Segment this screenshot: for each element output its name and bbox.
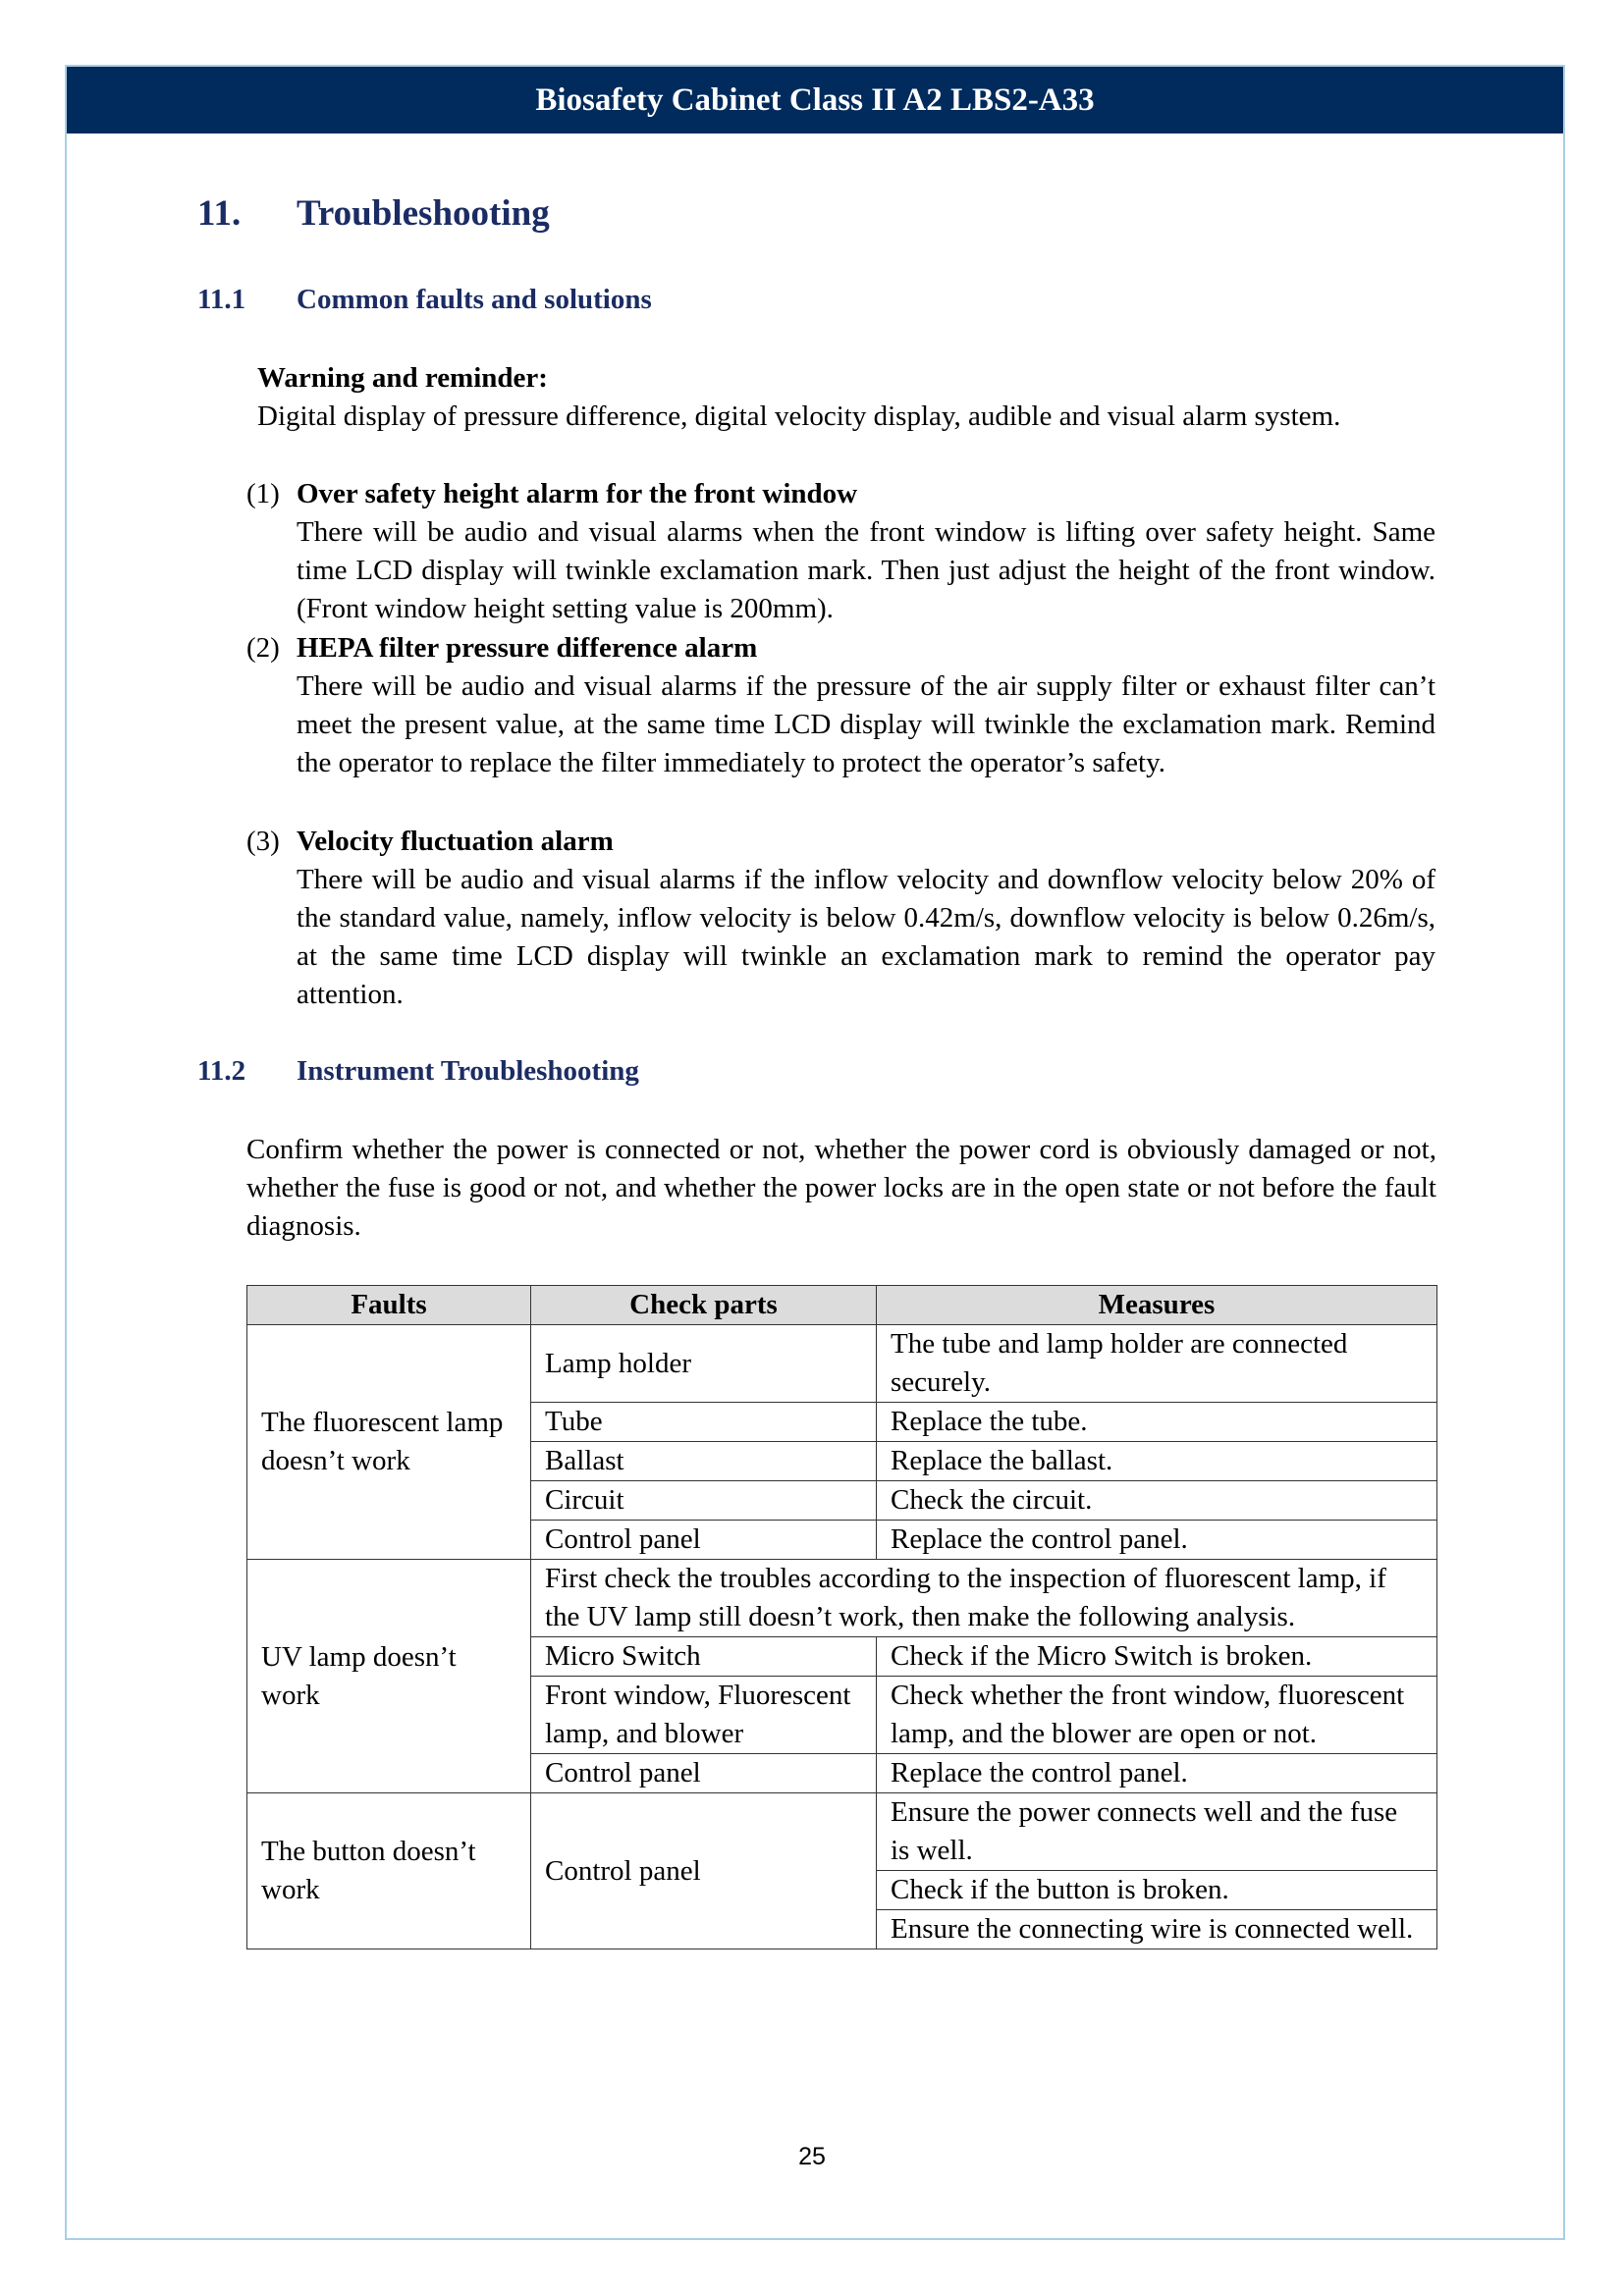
check-part-cell: Lamp holder	[531, 1325, 877, 1403]
fault-cell: The button doesn’t work	[247, 1793, 531, 1949]
column-header-measures: Measures	[877, 1286, 1437, 1325]
alarm-marker-2: (2)	[246, 632, 280, 664]
table-row	[247, 1325, 1437, 1403]
alarm-marker-1: (1)	[246, 478, 280, 509]
measure-cell: Check the circuit.	[877, 1481, 1437, 1521]
intro-paragraph: Confirm whether the power is connected or not, whether the power cord is obviously damaged or not, whether the fuse is good or not, and whether the power locks are in the open state or not before the fault diagnosis.	[246, 1134, 1436, 1242]
measure-cell: Ensure the connecting wire is connected well.	[877, 1910, 1437, 1949]
measure-cell: Replace the control panel.	[877, 1521, 1437, 1560]
measure-cell: Replace the control panel.	[877, 1754, 1437, 1793]
check-part-cell: Front window, Fluorescent lamp, and blower	[531, 1677, 877, 1754]
alarm-marker-3: (3)	[246, 826, 280, 857]
measure-cell: Check if the Micro Switch is broken.	[877, 1637, 1437, 1677]
subsection-number: 11.2	[197, 1055, 246, 1087]
check-part-cell: Control panel	[531, 1754, 877, 1793]
table-row	[247, 1793, 1437, 1871]
measure-cell: The tube and lamp holder are connected securely.	[877, 1325, 1437, 1403]
check-part-cell: Control panel	[531, 1521, 877, 1560]
subsection-heading-2	[197, 1055, 639, 1088]
measure-cell: Check if the button is broken.	[877, 1871, 1437, 1910]
alarm-title-2: HEPA filter pressure difference alarm	[297, 632, 758, 664]
document-header: Biosafety Cabinet Class II A2 LBS2-A33	[67, 67, 1563, 133]
warning-text: Digital display of pressure difference, digital velocity display, audible and visual alarm system.	[257, 400, 1341, 432]
subsection-title: Common faults and solutions	[297, 284, 652, 315]
measure-cell: Ensure the power connects well and the fuse is well.	[877, 1793, 1437, 1871]
measure-cell: Replace the ballast.	[877, 1442, 1437, 1481]
check-part-cell: Tube	[531, 1403, 877, 1442]
alarm-title-3: Velocity fluctuation alarm	[297, 826, 614, 857]
column-header-faults: Faults	[247, 1286, 531, 1325]
section-number: 11.	[197, 193, 242, 234]
check-part-cell: Micro Switch	[531, 1637, 877, 1677]
measure-cell: Check whether the front window, fluorescent lamp, and the blower are open or not.	[877, 1677, 1437, 1754]
check-part-cell: Control panel	[531, 1793, 877, 1949]
subsection-title: Instrument Troubleshooting	[297, 1055, 639, 1087]
warning-label: Warning and reminder:	[257, 362, 548, 394]
page-number: 25	[798, 2143, 826, 2170]
subsection-heading-1	[197, 284, 652, 316]
measure-cell: Replace the tube.	[877, 1403, 1437, 1442]
table-header-row	[247, 1286, 1437, 1325]
section-heading	[197, 192, 550, 235]
check-part-cell: Ballast	[531, 1442, 877, 1481]
column-header-check-parts: Check parts	[531, 1286, 877, 1325]
alarm-text-1: There will be audio and visual alarms when the front window is lifting over safety height. Same time LCD display will twinkle exclamation mark. Then just adjust the height of the front window. (Front window height setting value is 200mm).	[297, 516, 1435, 624]
troubleshooting-table	[246, 1285, 1437, 1949]
fault-cell: The fluorescent lamp doesn’t work	[247, 1325, 531, 1560]
alarm-text-3: There will be audio and visual alarms if the inflow velocity and downflow velocity below 20% of the standard value, namely, inflow velocity is below 0.42m/s, downflow velocity is below 0.26m/s, at the same time LCD display will twinkle an exclamation mark to remind the operator pay attention.	[297, 864, 1435, 1010]
fault-cell: UV lamp doesn’t work	[247, 1560, 531, 1793]
note-cell: First check the troubles according to the inspection of fluorescent lamp, if the UV lamp still doesn’t work, then make the following analysis.	[531, 1560, 1437, 1637]
table-row	[247, 1560, 1437, 1637]
check-part-cell: Circuit	[531, 1481, 877, 1521]
alarm-text-2: There will be audio and visual alarms if the pressure of the air supply filter or exhaust filter can’t meet the present value, at the same time LCD display will twinkle the exclamation mark. Remind the operator to replace the filter immediately to protect the operator’s safety.	[297, 670, 1435, 778]
section-title: Troubleshooting	[297, 193, 550, 234]
subsection-number: 11.1	[197, 284, 246, 315]
alarm-title-1: Over safety height alarm for the front window	[297, 478, 858, 509]
